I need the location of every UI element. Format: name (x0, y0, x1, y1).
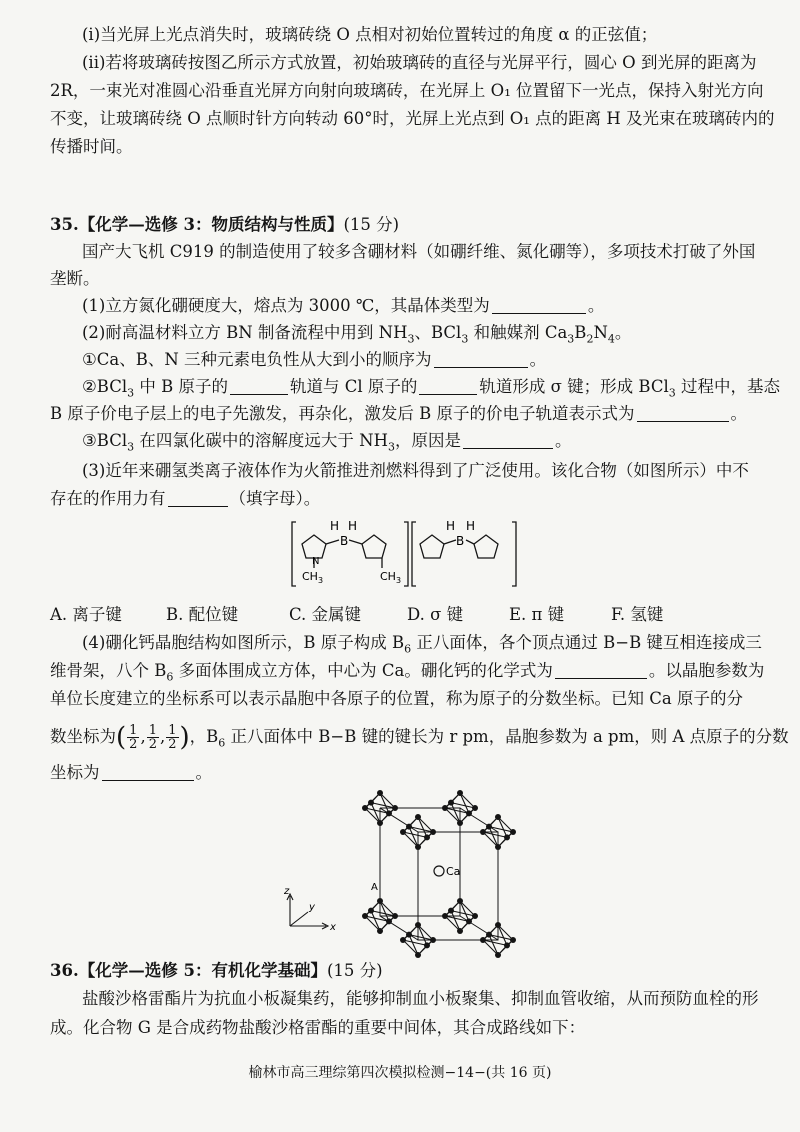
q36-title: 【化学—选修 5：有机化学基础】 (78, 961, 327, 980)
b-b-bond (451, 911, 475, 916)
q35-intro-line-1: 国产大飞机 C919 的制造使用了较多含硼材料（如硼纤维、氮化硼等），多项技术打破了外国 (82, 242, 756, 261)
q35-part-4-line-4: 数坐标为( $\frac{1}{2}$ , $\frac{1}{2}$ , $\frac{1}{2}$ )，$B_6$ 正八面体中 B−B 键的键长为 r pm，晶胞参数为 a pm，则 A 点原子的分数 (50, 722, 789, 753)
b-atom (386, 810, 392, 816)
structure-label-h-right-1: H (446, 519, 456, 533)
ca-atom (434, 866, 444, 876)
b-b-bond (409, 935, 433, 940)
b-b-bond (403, 832, 427, 837)
b-atom (495, 844, 501, 850)
structure-label-b-right: B (456, 534, 465, 548)
b-atom (406, 932, 412, 938)
q36-line-2: 成。化合物 G 是合成药物盐酸沙格雷酯的重要中间体，其合成路线如下： (50, 1018, 586, 1037)
answer-blank[interactable] (168, 490, 228, 507)
calcium-boride-unit-cell-figure (280, 798, 550, 956)
b-b-bond (483, 832, 507, 837)
b-atom (415, 952, 421, 958)
fraction-half: $\frac{1}{2}$ (148, 723, 157, 752)
q36-heading (50, 960, 765, 982)
b-atom (480, 829, 486, 835)
b-b-bond (371, 911, 380, 931)
b-atom (457, 820, 463, 826)
option-d[interactable]: D. σ 键 (407, 605, 464, 624)
b-b-bond (371, 911, 395, 916)
option-e[interactable]: E. π 键 (509, 605, 565, 624)
a-point-label: A (371, 882, 378, 893)
b-atom (362, 913, 368, 919)
b-atom (457, 790, 463, 796)
structure-label-n: N (312, 556, 320, 567)
b-atom (368, 800, 374, 806)
b-atom (430, 829, 436, 835)
b-atom (510, 937, 516, 943)
b-atom (442, 805, 448, 811)
physics-question-ii-line-2: 2R，一束光对准圆心沿垂直光屏方向射向玻璃砖，在光屏上 O₁ 位置留下一光点，保持入射光方向 (50, 81, 764, 100)
structure-label-ch3-left: $CH_3$ (302, 570, 324, 585)
b-b-bond (451, 803, 460, 823)
b-atom (504, 834, 510, 840)
q35-part-2-sub-2: ②BCl$_3$ 中 B 原子的 轨道与 Cl 原子的 轨道形成 σ 键；形成 BCl$_3$ 过程中，基态 (82, 377, 781, 400)
q35-part-2-sub-1: ①Ca、B、N 三种元素电负性从大到小的顺序为 。 (82, 350, 547, 369)
b-b-bond (371, 803, 380, 823)
b-atom (400, 829, 406, 835)
b-b-bond (445, 808, 469, 813)
q35-number: 35. (50, 215, 79, 234)
b-atom (424, 942, 430, 948)
q35-score: (15 分) (343, 215, 400, 234)
b-b-bond (489, 827, 513, 832)
b-atom (495, 952, 501, 958)
b-atom (495, 814, 501, 820)
answer-blank[interactable] (230, 378, 288, 395)
b-atom (466, 918, 472, 924)
structure-label-h-plus: H (348, 519, 358, 533)
b-atom (392, 805, 398, 811)
b-b-bond (498, 817, 507, 837)
ionic-liquid-structure (290, 516, 520, 592)
q36-line-1: 盐酸沙格雷酯片为抗血小板凝集药，能够抑制血小板聚集、抑制血管收缩，从而预防血栓的形 (82, 989, 759, 1008)
b-atom (368, 908, 374, 914)
axis-x-label: x (330, 922, 336, 933)
b-atom (415, 814, 421, 820)
b-b-bond (403, 940, 427, 945)
structure-label-h-right-2: H (466, 519, 476, 533)
answer-blank[interactable] (637, 405, 729, 422)
q35-part-2: (2)耐高温材料立方 BN 制备流程中用到 $NH_3$、BCl$_3$ 和触媒剂 $Ca_3B_2N_4$。 (82, 323, 632, 346)
answer-blank[interactable] (434, 351, 528, 368)
b-atom (472, 805, 478, 811)
b-atom (448, 800, 454, 806)
answer-blank[interactable] (463, 432, 553, 449)
q35-part-4-line-3: 单位长度建立的坐标系可以表示晶胞中各原子的位置，称为原子的分数坐标。已知 Ca 原子的分 (50, 689, 743, 708)
b-b-bond (451, 911, 460, 931)
b-atom (415, 922, 421, 928)
b-atom (400, 937, 406, 943)
b-atom (442, 913, 448, 919)
b-b-bond (489, 935, 513, 940)
b-atom (377, 790, 383, 796)
b-atom (448, 908, 454, 914)
b-atom (415, 844, 421, 850)
q35-part-2-sub-2-cont: B 原子价电子层上的电子先激发，再杂化，激发后 B 原子的价电子轨道表示式为 。 (50, 404, 747, 423)
q35-part-3-line-1: (3)近年来硼氢类离子液体作为火箭推进剂燃料得到了广泛使用。该化合物（如图所示）中不 (82, 461, 749, 480)
q35-part-4-line-2: 维骨架，八个 $B_6$ 多面体围成立方体，中心为 Ca。硼化钙的化学式为 。以晶胞参数为 (50, 661, 765, 684)
q36-score: (15 分) (326, 961, 383, 980)
axis-y-label: y (309, 902, 315, 913)
structure-label-ch3-right: $CH_3$ (380, 570, 402, 585)
b-atom (510, 829, 516, 835)
b-atom (377, 928, 383, 934)
physics-question-ii-line-3: 不变，让玻璃砖绕 O 点顺时针方向转动 60°时，光屏上光点到 O₁ 点的距离 H 及光束在玻璃砖内的 (50, 109, 775, 128)
answer-blank[interactable] (102, 764, 194, 781)
option-c[interactable]: C. 金属键 (289, 605, 362, 624)
b-atom (362, 805, 368, 811)
structure-label-b-left: B (340, 534, 349, 548)
b-atom (392, 913, 398, 919)
b-b-bond (498, 925, 507, 945)
ca-label: Ca (446, 865, 461, 878)
option-f[interactable]: F. 氢键 (611, 605, 664, 624)
b-atom (457, 898, 463, 904)
q36-number: 36. (50, 961, 79, 980)
axis-z-label: z (284, 886, 290, 897)
q35-part-2-sub-3: ③BCl$_3$ 在四氯化碳中的溶解度远大于 $NH_3$，原因是 。 (82, 431, 572, 454)
b-atom (457, 928, 463, 934)
b-atom (486, 932, 492, 938)
b-b-bond (451, 803, 475, 808)
q35-part-4-line-1: (4)硼化钙晶胞结构如图所示，B 原子构成 $B_6$ 正八面体，各个顶点通过 B−B 键互相连接成三 (82, 633, 762, 656)
b-b-bond (409, 827, 433, 832)
b-atom (406, 824, 412, 830)
axes-icon (287, 894, 328, 929)
b-atom (486, 824, 492, 830)
b-atom (480, 937, 486, 943)
q35-heading (50, 214, 765, 236)
q35-title: 【化学—选修 3：物质结构与性质】 (78, 215, 344, 234)
b-atom (377, 820, 383, 826)
b-b-bond (365, 808, 389, 813)
fraction-half: $\frac{1}{2}$ (129, 723, 138, 752)
b-b-bond (371, 803, 395, 808)
b-atom (377, 898, 383, 904)
fraction-half: $\frac{1}{2}$ (168, 723, 177, 752)
q35-intro-line-2: 垄断。 (50, 269, 100, 288)
b-atom (386, 918, 392, 924)
physics-question-ii-line-4: 传播时间。 (50, 137, 133, 156)
structure-label-h-left: H (330, 519, 340, 533)
q35-part-3-line-2: 存在的作用力有 （填字母）。 (50, 489, 321, 508)
physics-question-ii-line-1: (ii)若将玻璃砖按图乙所示方式放置，初始玻璃砖的直径与光屏平行，圆心 O 到光屏的距离为 (82, 53, 757, 72)
b-atom (495, 922, 501, 928)
b-atom (504, 942, 510, 948)
physics-question-i: (i)当光屏上光点消失时，玻璃砖绕 O 点相对初始位置转过的角度 α 的正弦值； (82, 25, 658, 44)
q35-options (50, 604, 765, 626)
q35-part-1: (1)立方氮化硼硬度大，熔点为 3000 ℃，其晶体类型为 。 (82, 296, 605, 315)
answer-blank[interactable] (555, 662, 647, 679)
answer-blank[interactable] (419, 378, 477, 395)
option-b[interactable]: B. 配位键 (166, 605, 239, 624)
b-b-bond (483, 940, 507, 945)
b-b-bond (418, 817, 427, 837)
b-atom (430, 937, 436, 943)
option-a[interactable]: A. 离子键 (50, 605, 122, 624)
b-atom (424, 834, 430, 840)
b-b-bond (365, 916, 389, 921)
page-footer: 榆林市高三理综第四次模拟检测−14−(共 16 页) (248, 1065, 552, 1081)
b-b-bond (418, 925, 427, 945)
answer-blank[interactable] (492, 297, 586, 314)
b-b-bond (445, 916, 469, 921)
b-atom (466, 810, 472, 816)
b-atom (472, 913, 478, 919)
q35-part-4-line-5: 坐标为 。 (50, 763, 212, 782)
